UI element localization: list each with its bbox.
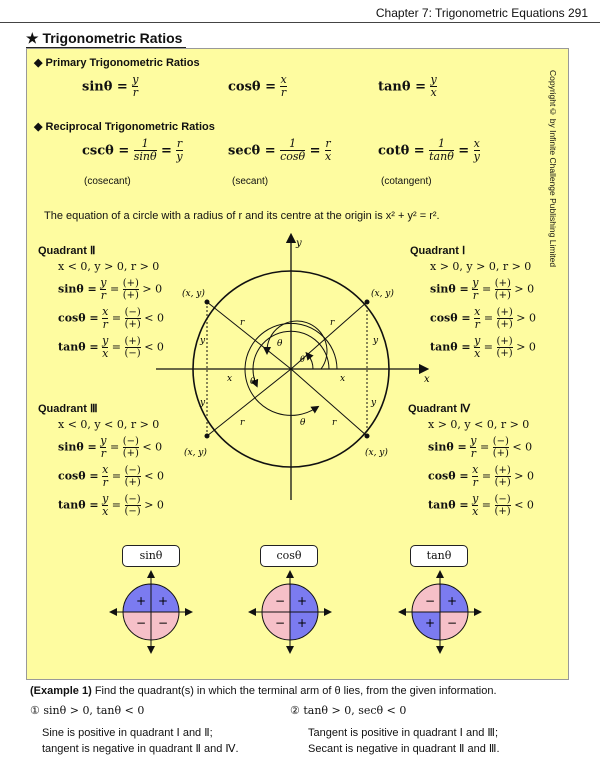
tan-badge: tanθ (410, 545, 468, 567)
svg-text:(x, y): (x, y) (182, 289, 205, 299)
svg-text:(x, y): (x, y) (184, 448, 207, 458)
svg-text:y: y (373, 336, 379, 346)
svg-text:x: x (227, 374, 233, 384)
q4-row: cosθ = $\frac{x}{r}$ = (+) (+) > 0 (428, 463, 534, 489)
primary-title: ◆ Primary Trigonometric Ratios (34, 57, 200, 69)
csc-name: (cosecant) (84, 176, 131, 187)
answer-2-line-2: Secant is negative in quadrant Ⅱ and Ⅲ. (308, 743, 500, 755)
cos-def: cosθ = $\frac{x}{r}$ (228, 73, 287, 99)
quadrant-4-block: Quadrant Ⅳ x > 0, y < 0, r > 0 sinθ = $\frac{y}{r}$ = (−) (+) < 0 cosθ = $\frac{x}{r}$ = (+) (+) > 0 tanθ = $\frac{y}{x}$ = (−) (+) < 0 (408, 403, 534, 518)
reciprocal-title: ◆ Reciprocal Trigonometric Ratios (34, 121, 215, 133)
quadrant-2-block: Quadrant Ⅱ x < 0, y > 0, r > 0 sinθ = $\frac{y}{r}$ = (+) (+) > 0 cosθ = $\frac{x}{r}$ = (−) (+) < 0 tanθ = $\frac{y}{x}$ = (+) (−) < 0 (38, 245, 164, 360)
q3-row: tanθ = $\frac{y}{x}$ = (−) (−) > 0 (58, 492, 164, 518)
svg-text:θ: θ (300, 418, 306, 428)
svg-text:y: y (371, 398, 377, 408)
svg-text:r: r (332, 418, 337, 428)
csc-def: cscθ = $\frac{1}{\sin\theta}$ = $\frac{r}{y}$ (82, 137, 183, 163)
q2-row: cosθ = $\frac{x}{r}$ = (−) (+) < 0 (58, 305, 164, 331)
circle-sentence: The equation of a circle with a radius of r and its centre at the origin is x² + y² = r². (44, 210, 440, 222)
sec-def: secθ = $\frac{1}{\cos\theta}$ = $\frac{r}{x}$ (228, 137, 332, 163)
quadrant-3-block: Quadrant Ⅲ x < 0, y < 0, r > 0 sinθ = $\frac{y}{r}$ = (−) (+) < 0 cosθ = $\frac{x}{r}$ = (−) (+) < 0 tanθ = $\frac{y}{x}$ = (−) (−) > 0 (38, 403, 164, 518)
sign-label-q3: + (425, 616, 436, 630)
sec-name: (secant) (232, 176, 269, 187)
q1-row: cosθ = $\frac{x}{r}$ = (+) (+) > 0 (430, 305, 536, 331)
svg-text:y: y (296, 238, 302, 249)
svg-text:r: r (240, 418, 245, 428)
svg-text:(x, y): (x, y) (371, 289, 394, 299)
q4-row: tanθ = $\frac{y}{x}$ = (−) (+) < 0 (428, 492, 534, 518)
sign-label-q4: + (297, 616, 308, 630)
svg-text:x: x (424, 374, 430, 385)
sign-label-q3: − (136, 616, 147, 630)
sign-label-q2: + (136, 594, 147, 608)
svg-text:r: r (330, 318, 335, 328)
svg-text:x: x (340, 374, 346, 384)
sign-label-q1: + (158, 594, 169, 608)
sign-label-q3: − (275, 616, 286, 630)
sign-label-q2: − (275, 594, 286, 608)
svg-text:θ: θ (250, 377, 256, 387)
cot-name: (cotangent) (381, 176, 432, 187)
copyright-text: Copyright© by Infinite Challenge Publishing Limited (548, 70, 558, 268)
answer-1-line-2: tangent is negative in quadrant Ⅱ and Ⅳ. (42, 743, 239, 755)
sign-label-q2: − (425, 594, 436, 608)
chapter-title: Chapter 7: Trigonometric Equations 291 (375, 6, 588, 20)
q4-row: sinθ = $\frac{y}{r}$ = (−) (+) < 0 (428, 434, 533, 460)
cos-badge: cosθ (260, 545, 318, 567)
example-part-1: ① sinθ > 0, tanθ < 0 (30, 704, 145, 717)
q1-row: tanθ = $\frac{y}{x}$ = (+) (+) > 0 (430, 334, 536, 360)
svg-text:θ: θ (300, 355, 305, 364)
example-part-2: ② tanθ > 0, secθ < 0 (290, 704, 407, 717)
answer-2-line-1: Tangent is positive in quadrant Ⅰ and Ⅲ; (308, 727, 499, 739)
sin-def: sinθ = $\frac{y}{r}$ (82, 73, 139, 99)
sign-label-q1: + (447, 594, 458, 608)
sign-label-q4: − (447, 616, 458, 630)
sin-badge: sinθ (122, 545, 180, 567)
svg-text:y: y (200, 336, 206, 346)
q3-row: sinθ = $\frac{y}{r}$ = (−) (+) < 0 (58, 434, 163, 460)
quadrant-1-block: Quadrant Ⅰ x > 0, y > 0, r > 0 sinθ = $\frac{y}{r}$ = (+) (+) > 0 cosθ = $\frac{x}{r}$ = (+) (+) > 0 tanθ = $\frac{y}{x}$ = (+) (+) > 0 (410, 245, 536, 360)
svg-text:(x, y): (x, y) (365, 448, 388, 458)
example-line: (Example 1) Find the quadrant(s) in which the terminal arm of θ lies, from the given information. (30, 685, 497, 697)
sign-label-q1: + (297, 594, 308, 608)
sign-label-q4: − (158, 616, 169, 630)
svg-text:y: y (200, 398, 206, 408)
section-title: ★ Trigonometric Ratios (26, 30, 186, 48)
q3-row: cosθ = $\frac{x}{r}$ = (−) (+) < 0 (58, 463, 164, 489)
svg-text:r: r (240, 318, 245, 328)
q2-row: sinθ = $\frac{y}{r}$ = (+) (+) > 0 (58, 276, 163, 302)
q2-row: tanθ = $\frac{y}{x}$ = (+) (−) < 0 (58, 334, 164, 360)
cot-def: cotθ = $\frac{1}{\tan\theta}$ = $\frac{x}{y}$ (378, 137, 480, 163)
answer-1-line-1: Sine is positive in quadrant Ⅰ and Ⅱ; (42, 727, 213, 739)
tan-def: tanθ = $\frac{y}{x}$ (378, 73, 437, 99)
q1-row: sinθ = $\frac{y}{r}$ = (+) (+) > 0 (430, 276, 535, 302)
svg-text:θ: θ (277, 339, 283, 349)
